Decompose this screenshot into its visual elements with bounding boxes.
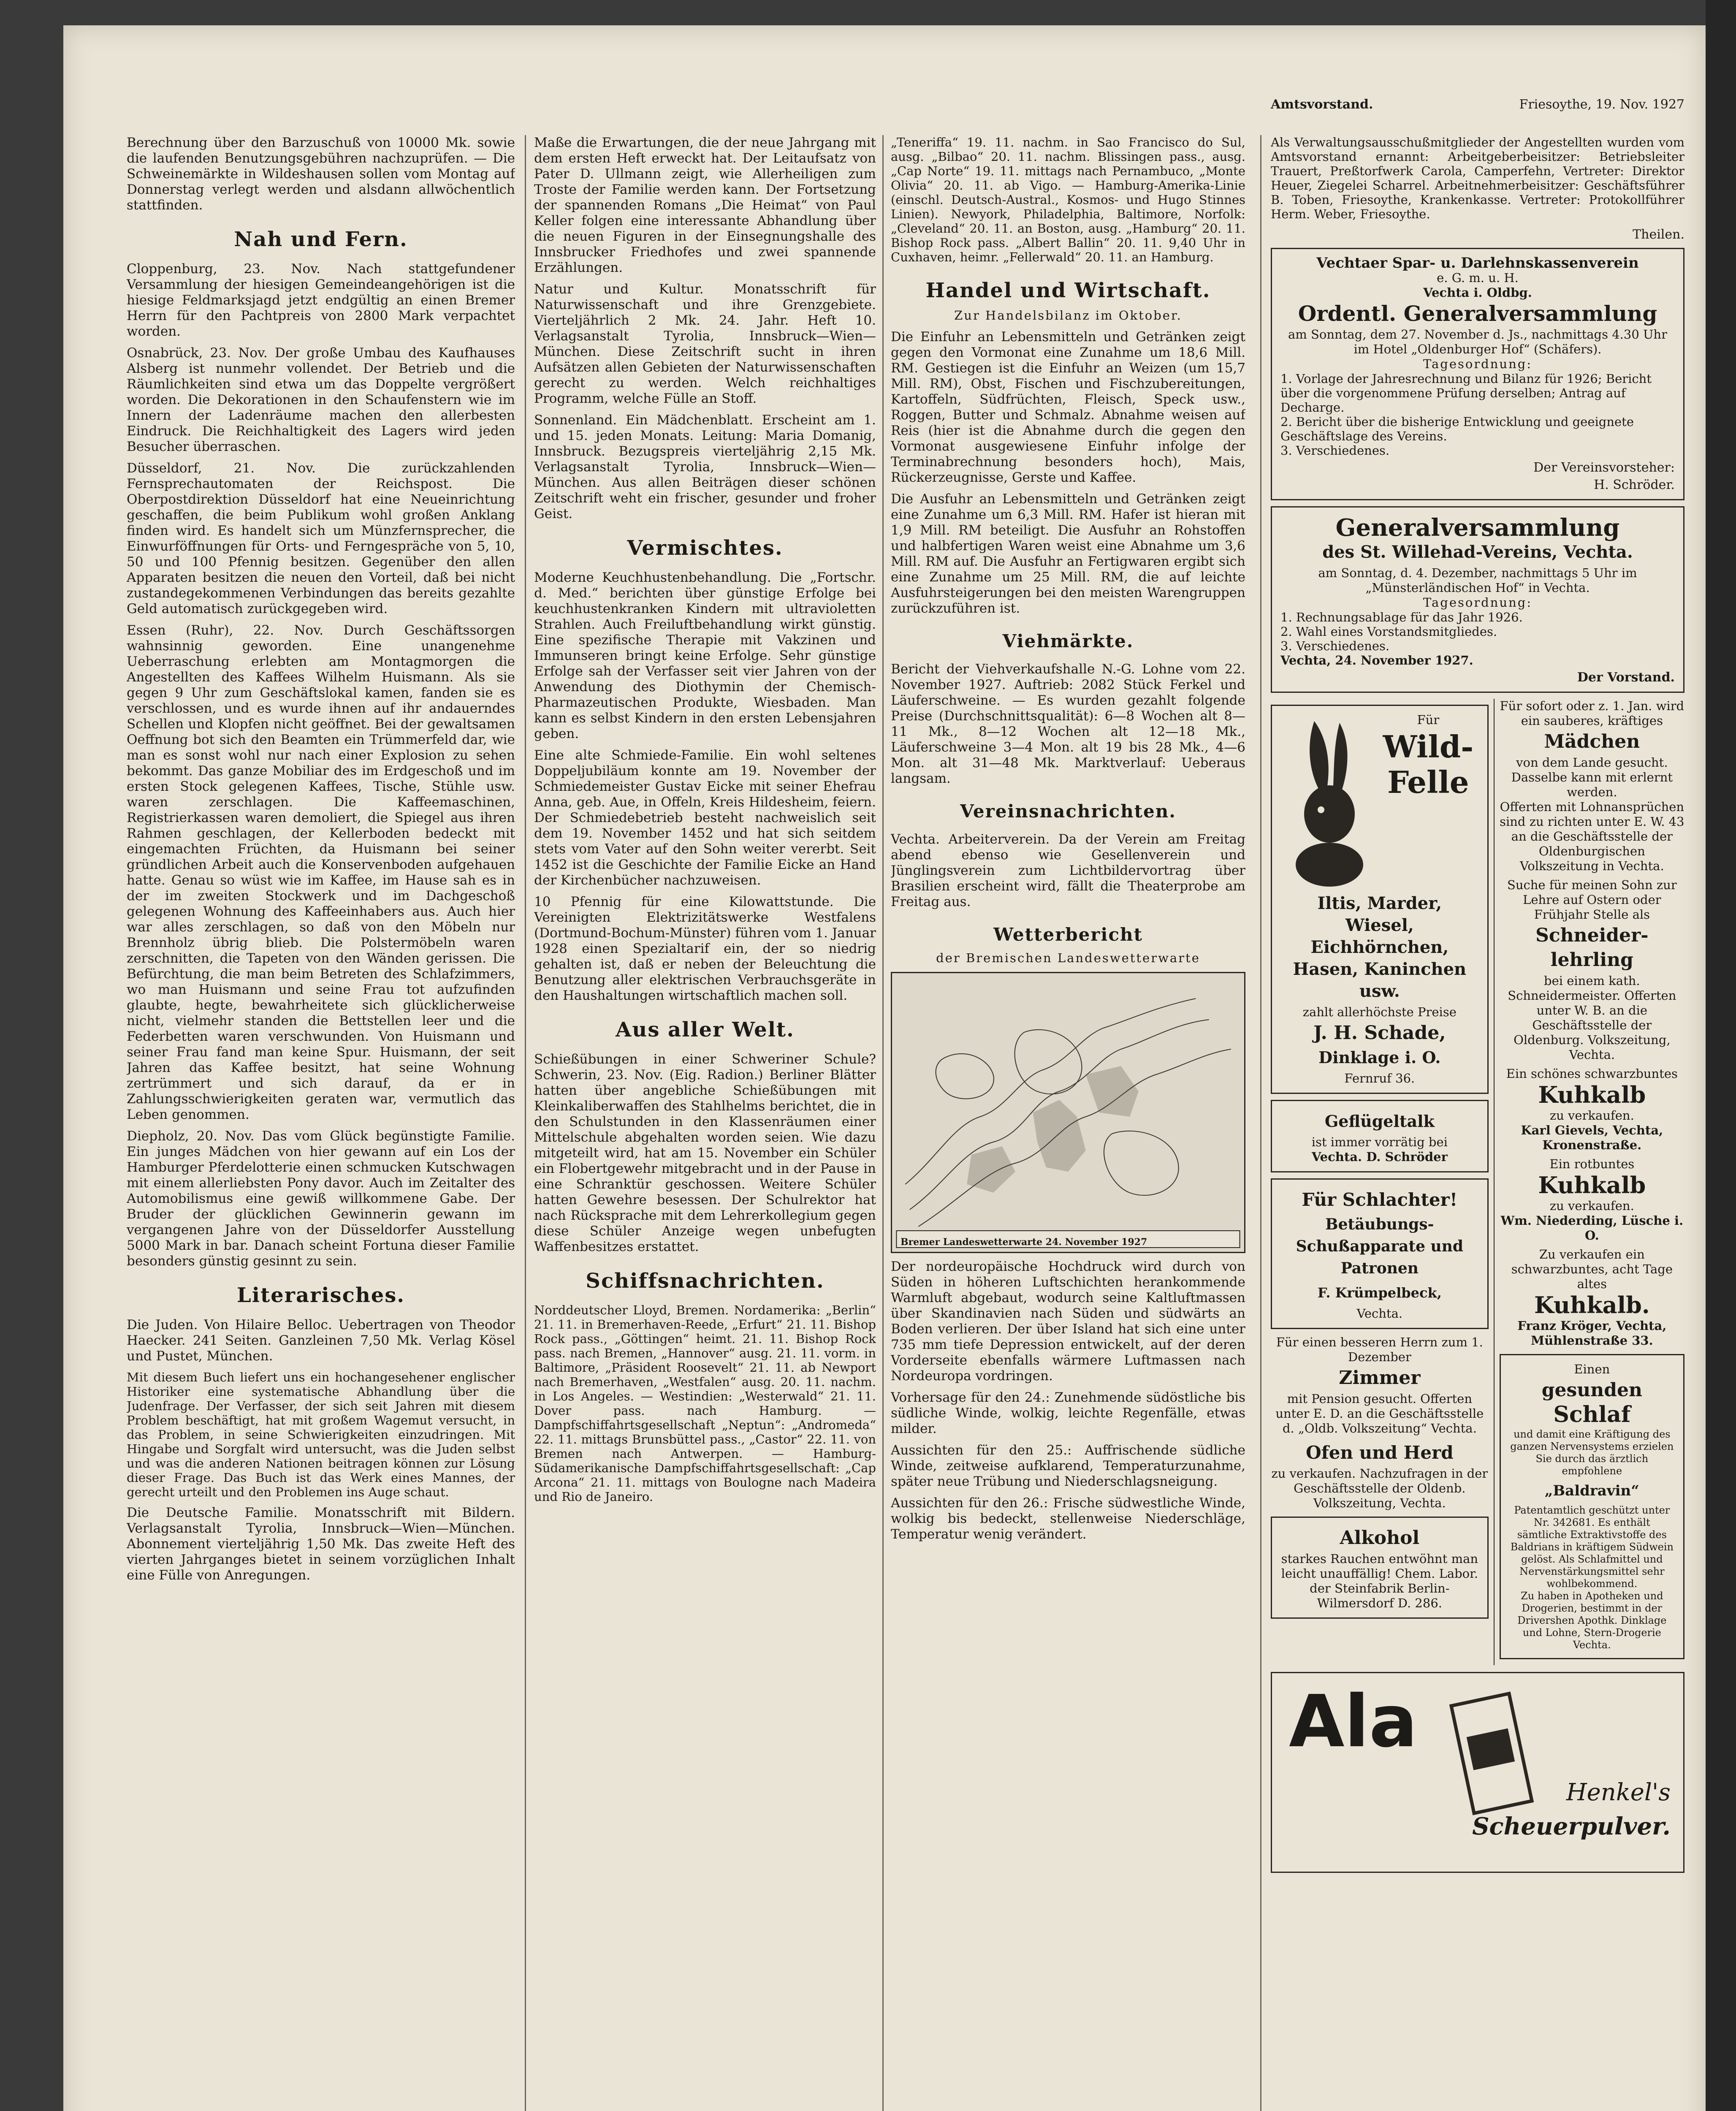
ad-when: am Sonntag, d. 4. Dezember, nachmittags 5 Uhr im „Münsterländischen Hof“ in Vechta. bbox=[1318, 566, 1637, 595]
ad-signature: Der Vorstand. bbox=[1577, 670, 1675, 685]
ad-schlaf-title: Schlaf bbox=[1553, 1402, 1631, 1427]
column-4 bbox=[1271, 135, 1684, 2111]
amt-signature: Theilen. bbox=[1633, 227, 1684, 242]
lit-item: Die Juden. Von Hilaire Belloc. Uebertragen von Theodor Haecker. 241 Seiten. Ganzleinen 7,50 Mk. Verlag Kösel und Pustet, München. bbox=[127, 1317, 515, 1364]
ad-text: ist immer vorrätig bei bbox=[1311, 1135, 1448, 1149]
ads-left bbox=[1271, 699, 1489, 1665]
isobar bbox=[1015, 1030, 1082, 1094]
ad-lehr-title: lehrling bbox=[1550, 949, 1633, 971]
ad-title: Alkohol bbox=[1340, 1527, 1420, 1549]
ad-willehad bbox=[1271, 506, 1684, 693]
ship-news: Norddeutscher Lloyd, Bremen. Nordamerika: „Berlin“ 21. 11. in Bremerhaven-Reede, „Erfurt“ 21. 11. Bishop Rock pass., „Göttingen“ heimt. 21. 11. Bishop Rock pass. nach Bremen, „Hannover“ ausg. 21. 11. vorm. in Baltimore, „Präsident Roosevelt“ 21. 11. ab Newport nach Bremerhaven, „Westfalen“ ausg. 20. 11. nachm. in Los Angeles. — Westindien: „Westerwald“ 21. 11. Dover pass. nach Hamburg. — Dampfschiffahrtsgesellschaft „Neptun“: „Andromeda“ 22. 11. mittags Brunsbüttel pass., „Castor“ 22. 11. von Bremen nach Antwerpen. — Hamburg-Südamerikanische Dampfschiffahrtsgesellschaft: „Cap Arcona“ 21. 11. mittags von Boulogne nach Madeira und Rio de Janeiro. bbox=[534, 1303, 876, 1504]
wetter-subtitle: der Bremischen Landeswetterwarte bbox=[936, 951, 1200, 965]
ad-zimmer-pre: Für einen besseren Herrn zum 1. Dezember bbox=[1276, 1335, 1483, 1364]
vieh-item: Bericht der Viehverkaufshalle N.-G. Lohne vom 22. November 1927. Auftrieb: 2082 Stück Ferkel und Läuferschweine. — Es wurden gezahlt folgende Preise (Durchschnittsqualität): 6—8 Wochen alt 8—11 Mk., 8—12 Wochen alt 12—18 Mk., Läuferschweine 3—4 Mon. alt 19 bis 28 Mk., 4—6 Mon. alt 31—48 Mk. Marktverlauf: Ueberaus langsam. bbox=[891, 662, 1245, 786]
column-1 bbox=[127, 135, 515, 2111]
section-title-aus-aller-welt: Aus aller Welt. bbox=[616, 1018, 795, 1042]
agenda-item: 2. Wahl eines Vorstandsmitgliedes. bbox=[1280, 624, 1497, 639]
section-title-vermischtes: Vermischtes. bbox=[627, 536, 783, 560]
ad-headline: Ordentl. Generalversammlung bbox=[1298, 301, 1657, 326]
ad-kuhkalb-title: Kuhkalb bbox=[1538, 1081, 1646, 1108]
ad-text: bei einem kath. Schneidermeister. Offerten unter W. B. an die Geschäftsstelle der Oldenburg. Volkszeitung, Vechta. bbox=[1508, 974, 1676, 1062]
ad-signature: H. Schröder. bbox=[1594, 478, 1675, 492]
landmass bbox=[967, 1146, 1015, 1193]
agenda-item: 3. Verschiedenes. bbox=[1280, 443, 1390, 458]
ad-who: Drivershen Apothk. Dinklage und Lohne, Stern-Drogerie Vechta. bbox=[1517, 1614, 1667, 1651]
amt-heading: Amtsvorstand. bbox=[1271, 97, 1373, 112]
ad-schlaf-title: gesunden bbox=[1541, 1379, 1642, 1401]
ad-text: Ein rotbuntes bbox=[1549, 1157, 1635, 1171]
column-rule bbox=[525, 135, 526, 2111]
ala-package-icon bbox=[1449, 1690, 1534, 1817]
weather-map-drawing bbox=[892, 973, 1244, 1252]
isobar bbox=[936, 1054, 994, 1099]
header-place: Friesoythe bbox=[1519, 97, 1588, 112]
column-rule bbox=[882, 135, 884, 2111]
section-title-literarisches: Literarisches. bbox=[236, 1283, 405, 1307]
ad-ofen-text: zu verkaufen. Nachzufragen in der Geschäftsstelle der Oldenb. Volkszeitung, Vechta. bbox=[1271, 1466, 1488, 1510]
ads-right bbox=[1494, 699, 1684, 1665]
ad-kuhkalb-title: Kuhkalb bbox=[1538, 1172, 1646, 1199]
misc-item: 10 Pfennig für eine Kilowattstunde. Die Vereinigten Elektrizitätswerke Westfalens (Dortmund-Bochum-Münster) führen vom 1. Januar 1928 einen Spezialtarif ein, der so niedrig gehalten ist, daß er neben der Beleuchtung die Benutzung aller elektrischen Verbrauchsgeräte in den Haushaltungen wirtschaftlich machen soll. bbox=[534, 894, 876, 1003]
ad-text: zu verkaufen. bbox=[1549, 1108, 1634, 1123]
ala-brand: Henkel's bbox=[1566, 1779, 1671, 1806]
ad-name: J. H. Schade, bbox=[1313, 1022, 1446, 1044]
map-caption: Bremer Landeswetterwarte 24. November 1927 bbox=[901, 1237, 1147, 1248]
ad-text: Suche für meinen Sohn zur Lehre auf Ostern oder Frühjahr Stelle als bbox=[1507, 878, 1677, 922]
ad-zimmer-text: mit Pension gesucht. Offerten unter E. D. an die Geschäftsstelle d. „Oldb. Volkszeitung“ Vechta. bbox=[1275, 1392, 1484, 1435]
ad-title: Vechtaer Spar- u. Darlehnskassenverein bbox=[1316, 255, 1639, 271]
weather-text: Aussichten für den 25.: Auffrischende südliche Winde, zeitweise aufklarend, Temperaturzunahme, später neue Trübung und Niederschlagsneigung. bbox=[891, 1443, 1245, 1489]
ad-signature: Der Vereinsvorsteher: bbox=[1533, 460, 1675, 475]
ad-text: Zu haben in Apotheken und Drogerien, bestimmt in der bbox=[1521, 1590, 1663, 1614]
ad-ofen-title: Ofen und Herd bbox=[1306, 1442, 1454, 1463]
isobar bbox=[1104, 1131, 1179, 1195]
header-date: 19. Nov. 1927 bbox=[1595, 97, 1684, 112]
lit-item: Die Deutsche Familie. Monatsschrift mit Bildern. Verlagsanstalt Tyrolia, Innsbruck—Wien—München. Abonnement vierteljährig 1,50 Mk. Das zweite Heft des vierten Jahrganges bietet in seinem vorzüglichen Inhalt eine Fülle von Anregungen. bbox=[127, 1505, 515, 1583]
ad-zimmer-title: Zimmer bbox=[1339, 1367, 1421, 1389]
ad-title: Für Schlachter! bbox=[1302, 1189, 1458, 1210]
intro-text: Berechnung über den Barzuschuß von 10000 Mk. sowie die laufenden Benutzungsgebühren nachzuprüfen. — Die Schweinemärkte in Wildeshausen sollen vom Montag auf Donnerstag verlegt werden und alsdann allwöchentlich stattfinden. bbox=[127, 135, 515, 213]
ad-text: Einen bbox=[1574, 1362, 1610, 1376]
ad-text: Offerten mit Lohnansprüchen sind zu richten unter E. W. 43 an die Geschäftsstelle der Oldenburgischen Volkszeitung in Vechta. bbox=[1500, 800, 1684, 873]
column-rule bbox=[1260, 135, 1261, 2111]
ad-town: Dinklage i. O. bbox=[1318, 1048, 1441, 1067]
handel-item: Die Einfuhr an Lebensmitteln und Getränken zeigt gegen den Vormonat eine Zunahme um 18,6 Mill. RM. Gestiegen ist die Einfuhr an Weizen (um 15,7 Mill. RM), Obst, Fischen und Fischzubereitungen, Kartoffeln, Südfrüchten, Fleisch, Speck usw., Roggen, Butter und Schmalz. Abnahme weisen auf Reis (hier ist die Abnahme durch die gegen den Vormonat ausgewiesene Einfuhr infolge der Terminabrechnung besonders hoch), Mais, Rückerzeugnisse, Gerste und Kaffee. bbox=[891, 329, 1245, 485]
agenda-item: 1. Rechnungsablage für das Jahr 1926. bbox=[1280, 610, 1523, 624]
agenda-label: Tagesordnung: bbox=[1423, 595, 1533, 610]
handel-item: Die Ausfuhr an Lebensmitteln und Getränken zeigt eine Zunahme um 6,3 Mill. RM. Hafer ist hieran mit 1,9 Mill. RM beteiligt. Die Ausfuhr an Rohstoffen und halbfertigen Waren weist eine Abnahme um 3,6 Mill. RM auf. Die Ausfuhr an Fertigwaren ergibt sich eine Zunahme um 25 Mill. RM, die auf leichte Ausfuhrsteigerungen bei den meisten Warengruppen zurückzuführen ist. bbox=[891, 491, 1245, 616]
column-3 bbox=[891, 135, 1245, 2111]
rabbit-icon bbox=[1280, 713, 1373, 890]
section-title-vereinsnachrichten: Vereinsnachrichten. bbox=[960, 801, 1176, 822]
ad-schlaf bbox=[1500, 1354, 1684, 1659]
weather-map bbox=[891, 972, 1245, 1253]
news-item: Düsseldorf, 21. Nov. Die zurückzahlenden Fernsprechautomaten der Reichspost. Die Oberpostdirektion Düsseldorf hat eine Neueinrichtung geschaffen, die beim Publikum wohl großen Anklang finden wird. Es handelt sich um Münzfernsprecher, die Einwurföffnungen für Orts- und Ferngespräche von 5, 10, 50 und 100 Pfennig besitzen. Gegenüber den allen Apparaten besitzen die neuen den Vorteil, daß bei nicht zustandegekommenen Verbindungen das bereits gezahlte Geld automatisch zurückgegeben wird. bbox=[127, 461, 515, 616]
ad-who: Franz Kröger, Vechta, Mühlenstraße 33. bbox=[1517, 1319, 1667, 1348]
ad-text: starkes Rauchen entwöhnt man leicht unauffällig! Chem. Labor. der Steinfabrik Berlin-Wilmersdorf D. 286. bbox=[1281, 1552, 1478, 1610]
lit-item: Sonnenland. Ein Mädchenblatt. Erscheint am 1. und 15. jeden Monats. Leitung: Maria Domanig, Innsbruck. Bezugspreis vierteljährig 2,15 Mk. Verlagsanstalt Tyrolia, Innsbruck—Wien—München. Aus allen Beiträgen dieser schönen Zeitschrift weht ein frischer, gesunder und froher Geist. bbox=[534, 412, 876, 521]
misc-item: Eine alte Schmiede-Familie. Ein wohl seltenes Doppeljubiläum konnte am 19. November der Schmiedemeister Gustav Eicke mit seiner Ehefrau Anna, geb. Aue, in Offeln, Kreis Hildesheim, feiern. Der Schmiedebetrieb besteht nachweislich seit dem 19. November 1452 und hat sich seitdem stets vom Vater auf den Sohn weiter vererbt. Seit 1452 ist die Geschichte der Familie Eicke an Hand der Kirchenbücher nachzuweisen. bbox=[534, 748, 876, 888]
lit-item: Mit diesem Buch liefert uns ein hochangesehener englischer Historiker eine systematische Abhandlung über die Judenfrage. Der Verfasser, der sich seit Jahren mit diesem Problem beschäftigt, hat mit großem Wagemut versucht, in das Problem, in seine Schwierigkeiten einzudringen. Mit Hingabe und Sorgfalt wird untersucht, was die Juden selbst und was die anderen Nationen beitragen können zur Lösung dieser Frage. Das Buch ist das Werk eines Mannes, der gerecht urteilt und den Problemen ins Auge schaut. bbox=[127, 1370, 515, 1499]
ad-schlachter bbox=[1271, 1178, 1489, 1329]
world-item: Schießübungen in einer Schweriner Schule? Schwerin, 23. Nov. (Eig. Radion.) Berliner Blätter hatten über angebliche Schießübungen mit Kleinkaliberwaffen des Stahlhelms berichtet, die in den Schulstunden in den Klassenräumen einer Mittelschule abgehalten worden seien. Wie dazu mitgeteilt wird, hat am 15. November ein Schüler ein Flobertgewehr mitgebracht und in der Pause in eine Schranktür geschossen. Weitere Schüler hatten Gewehre besessen. Der Schulrektor hat nach Rücksprache mit dem Lehrerkollegium gegen diese Schüler Anzeige wegen unbefugten Waffenbesitzes erstattet. bbox=[534, 1052, 876, 1254]
ad-wildfelle-title: Wild-Felle bbox=[1383, 729, 1474, 800]
weather-text: Vorhersage für den 24.: Zunehmende südöstliche bis südliche Winde, wolkig, leichte Regenfälle, etwas milder. bbox=[891, 1390, 1245, 1436]
ad-maedchen-title: Mädchen bbox=[1544, 731, 1640, 752]
weather-text: Der nordeuropäische Hochdruck wird durch von Süden in höheren Luftschichten herankommende Warmluft abgebaut, wodurch seine Kaltluftmassen über Skandinavien nach Süden und südwärts an Boden verlieren. Der über Island hat sich eine unter 735 mm tiefe Depression entwickelt, auf der deren Vorderseite ebenfalls wärmere Luftmassen nach Nordeuropa vordringen. bbox=[891, 1259, 1245, 1384]
landmass bbox=[1033, 1100, 1086, 1172]
ad-ala-henkel bbox=[1271, 1672, 1684, 1873]
ad-text: Patentamtlich geschützt unter Nr. 342681. Es enthält sämtliche Extraktivstoffe des Baldrians in kräftigem Südwein gelöst. Als Schlafmittel und Nervenstärkungsmittel sehr wohlbekommend. bbox=[1510, 1504, 1674, 1590]
section-title-handel: Handel und Wirtschaft. bbox=[925, 279, 1211, 302]
ad-fur: Für bbox=[1417, 713, 1440, 727]
ad-text: Zu verkaufen ein schwarzbuntes, acht Tage altes bbox=[1511, 1247, 1673, 1291]
section-title-nah-und-fern: Nah und Fern. bbox=[234, 228, 408, 251]
agenda-item: 3. Verschiedenes. bbox=[1280, 639, 1390, 653]
agenda-item: 2. Bericht über die bisherige Entwicklung und geeignete Geschäftslage des Vereins. bbox=[1280, 415, 1634, 443]
ad-subtitle: e. G. m. u. H. bbox=[1437, 271, 1519, 285]
ad-when: am Sonntag, dem 27. November d. Js., nachmittags 4.30 Uhr im Hotel „Oldenburger Hof“ (Schäfers). bbox=[1288, 327, 1667, 356]
news-item: Essen (Ruhr), 22. Nov. Durch Geschäftssorgen wahnsinnig geworden. Eine unangenehme Ueberraschung erlebten am Montagmorgen die Angestellten des Kaffees Wilhelm Huismann. Als sie gegen 9 Uhr zum Geschäftslokal kamen, fanden sie es verschlossen, und es wurde ihnen auf ihr andauerndes Schellen und Klopfen nicht geöffnet. Bei der gewaltsamen Oeffnung bot sich den Beamten ein Trümmerfeld dar, wie man es sonst wohl nur nach einer Explosion zu sehen bekommt. Das ganze Mobiliar des im Erdgeschoß und im ersten Stock gelegenen Kaffees, Tische, Stühle usw. waren zerschlagen. Die Kaffeemaschinen, Registrierkassen waren demoliert, die Spiegel aus ihren Rahmen geschlagen, der Kellerboden bedeckt mit eingemachten Früchten, da Huismann bei seiner gründlichen Arbeit auch die Konservenboden aufgehauen hatte. Genau so wüst wie im Kaffee, im Hause sah es in der im zweiten Stockwerk und im Dachgeschoß gelegenen Wohnung des Kaffeeinhabers aus. Auch hier war alles zerschlagen, so daß von den Möbeln nur Brennholz übrig blieb. Die Polstermöbeln waren zerschnitten, die Tapeten von den Wänden gerissen. Die Befürchtung, die man beim Betreten des Schlafzimmers, wo man Huismann und seine Frau tot aufzufinden glaubte, hegte, bewahrheitete sich glücklicherweise nicht, vielmehr standen die Bettstellen leer und die Federbetten waren verschwunden. Von Huismann und seiner Frau fand man keine Spur. Huismann, der seit Jahren das Kaffee besitzt, hat seine Wohnung zertrümmert und sich darauf, da er in Zahlungsschwierigkeiten geraten war, vermutlich das Leben genommen. bbox=[127, 623, 515, 1122]
news-item: Osnabrück, 23. Nov. Der große Umbau des Kaufhauses Alsberg ist nunmehr vollendet. Der Betrieb und die Räumlichkeiten sind etwa um das Doppelte vergrößert worden. Die Dekorationen in den Schaufenstern wie im Innern der Ladenräume machen den allerbesten Eindruck. Die Reichhaltigkeit des Lagers wird jeden Besucher überraschen. bbox=[127, 345, 515, 454]
ala-logo: Ala bbox=[1289, 1680, 1418, 1764]
ad-brand: „Baldravin“ bbox=[1544, 1482, 1639, 1499]
ad-pay: zahlt allerhöchste Preise bbox=[1302, 1005, 1457, 1019]
ad-kuhkalb-title: Kuhkalb. bbox=[1534, 1292, 1650, 1319]
ad-headline: Generalversammlung bbox=[1335, 514, 1620, 542]
intro-text: Maße die Erwartungen, die der neue Jahrgang mit dem ersten Heft erweckt hat. Der Leitaufsatz von Pater D. Ullmann zeigt, wie Allerheiligen zum Troste der Familie werden kann. Der Fortsetzung der spannenden Romans „Die Heimat“ von Paul Keller folgen eine interessante Abhandlung über die neuen Figuren in der Einsegnungshalle des Innsbrucker Friedhofes und zwei spannende Erzählungen. bbox=[534, 135, 876, 275]
ad-text: Betäubungs- Schußapparate und Patronen bbox=[1296, 1216, 1464, 1277]
ad-who: Vechta. D. Schröder bbox=[1311, 1150, 1448, 1164]
section-title-wetterbericht: Wetterbericht bbox=[993, 924, 1143, 945]
misc-item: Moderne Keuchhustenbehandlung. Die „Fortschr. d. Med.“ berichten über günstige Erfolge bei keuchhustenkranken Kindern mit ultravioletten Strahlen. Auch Freiluftbehandlung wirkt günstig. Eine spezifische Therapie mit Vakzinen und Immunseren bringt keine Erfolge. Sehr günstige Erfolge sah der Verfasser seit vier Jahren von der Anwendung des Diothymin der Chemisch-Pharmazeutischen Produkte, Wiesbaden. Man kann es selbst Kindern in den ersten Lebensjahren geben. bbox=[534, 570, 876, 741]
column-2 bbox=[534, 135, 876, 2111]
ad-title: Geflügeltalk bbox=[1324, 1112, 1435, 1131]
ad-date: Vechta, 24. November 1927. bbox=[1280, 653, 1473, 667]
weather-text: Aussichten für den 26.: Frische südwestliche Winde, wolkig bis bedeckt, stellenweise Niederschläge, Temperatur wenig verändert. bbox=[891, 1495, 1245, 1542]
landmass bbox=[1086, 1066, 1139, 1117]
ad-who: Wm. Niederding, Lüsche i. O. bbox=[1500, 1213, 1684, 1243]
news-item: Cloppenburg, 23. Nov. Nach stattgefundener Versammlung der hiesigen Gemeindeangehörigen ist die hiesige Feldmarksjagd jetzt endgültig an einen Bremer Herrn für den Pachtpreis von 2800 Mark verpachtet worden. bbox=[127, 261, 515, 339]
column4-header: Amtsvorstand. Friesoythe, 19. Nov. 1927 bbox=[1271, 97, 1684, 112]
ad-who: F. Krümpelbeck, bbox=[1317, 1285, 1442, 1301]
section-title-schiffsnachrichten: Schiffsnachrichten. bbox=[586, 1269, 825, 1293]
ad-text: Für sofort oder z. 1. Jan. wird ein sauberes, kräftiges bbox=[1500, 699, 1684, 728]
ad-lehr-title: Schneider- bbox=[1535, 925, 1649, 946]
ad-text: und damit eine Kräftigung des ganzen Nervensystems erzielen Sie durch das ärztlich empfohlene bbox=[1510, 1428, 1674, 1477]
ad-furlist: Iltis, Marder, Wiesel, Eichhörnchen, Hasen, Kaninchen usw. bbox=[1293, 893, 1467, 1001]
ad-text: zu verkaufen. bbox=[1549, 1199, 1634, 1213]
handel-subtitle: Zur Handelsbilanz im Oktober. bbox=[954, 308, 1182, 323]
ad-text: von dem Lande gesucht. Dasselbe kann mit erlernt werden. bbox=[1511, 755, 1673, 799]
ship-news-cont: „Teneriffa“ 19. 11. nachm. in Sao Francisco do Sul, ausg. „Bilbao“ 20. 11. nachm. Blissingen pass., ausg. „Cap Norte“ 19. 11. mittags nach Pernambuco, „Monte Olivia“ 20. 11. ab Vigo. — Hamburg-Amerika-Linie (einschl. Deutsch-Austral., Kosmos- und Hugo Stinnes Linien). Newyork, Philadelphia, Baltimore, Norfolk: „Cleveland“ 20. 11. an Boston, ausg. „Hamburg“ 20. 11. Bishop Rock pass. „Albert Ballin“ 20. 11. 9,40 Uhr in Cuxhaven, heimr. „Fellerwald“ 20. 11. an Hamburg. bbox=[891, 135, 1245, 264]
verein-item: Vechta. Arbeiterverein. Da der Verein am Freitag abend ebenso wie Gesellenverein und Jünglingsverein zum Lichtbildervortrag über Brasilien erscheint wird, fällt die Theaterprobe am Freitag aus. bbox=[891, 832, 1245, 909]
ad-text: Ein schönes schwarzbuntes bbox=[1506, 1066, 1678, 1081]
lit-item: Natur und Kultur. Monatsschrift für Naturwissenschaft und ihre Grenzgebiete. Vierteljährlich 2 Mk. 24. Jahr. Heft 10. Verlagsanstalt Tyrolia, Innsbruck—Wien—München. Diese Zeitschrift sucht in ihren Aufsätzen allen Gebieten der Naturwissenschaften gerecht zu werden. Welch reichhaltiges Programm, welche Fülle an Stoff. bbox=[534, 282, 876, 406]
ad-subtitle: Vechta i. Oldbg. bbox=[1423, 285, 1532, 300]
news-item: Diepholz, 20. Nov. Das vom Glück begünstigte Familie. Ein junges Mädchen von hier gewann auf ein Los der Hamburger Pferdelotterie einen schmucken Kutschwagen mit einem allerliebsten Pony davor. Auch im Zeitalter des Automobilismus eine gewiß willkommene Gabe. Der Bruder der glücklichen Gewinnerin gewann im vergangenen Jahre von der Düsseldorfer Ausstellung 5000 Mark in bar. Danach scheint Fortuna dieser Familie besonders günstig gesinnt zu sein. bbox=[127, 1129, 515, 1269]
agenda-item: 1. Vorlage der Jahresrechnung und Bilanz für 1926; Bericht über die vorgenommene Prüfung derselben; Antrag auf Decharge. bbox=[1280, 372, 1652, 415]
ad-phone: Fernruf 36. bbox=[1344, 1071, 1415, 1085]
book-spine bbox=[1706, 0, 1736, 2111]
ads-two-columns bbox=[1271, 699, 1684, 1665]
agenda-label: Tagesordnung: bbox=[1423, 357, 1533, 371]
section-title-viehmarkte: Viehmärkte. bbox=[1002, 631, 1134, 651]
amt-text: Als Verwaltungsausschußmitglieder der Angestellten wurden vom Amtsvorstand ernannt: Arbeitgeberbeisitzer: Betriebsleiter Trauert, Preßtorfwerk Carola, Camperfehn, Vertreter: Direktor Heuer, Ziegelei Scharrel. Arbeitnehmerbeisitzer: Geschäftsführer B. Toben, Friesoythe, Krankenkasse. Vertreter: Protokollführer Herm. Weber, Friesoythe. bbox=[1271, 135, 1684, 221]
ad-title: des St. Willehad-Vereins, Vechta. bbox=[1322, 542, 1633, 562]
ad-sparkasse bbox=[1271, 248, 1684, 500]
ad-alkohol bbox=[1271, 1517, 1489, 1619]
ad-town: Vechta. bbox=[1356, 1306, 1403, 1321]
ad-gefluegel bbox=[1271, 1100, 1489, 1172]
ala-product: Scheuerpulver. bbox=[1472, 1813, 1671, 1840]
ad-wildfelle bbox=[1271, 705, 1489, 1094]
ad-who: Karl Gievels, Vechta, Kronenstraße. bbox=[1521, 1123, 1663, 1152]
